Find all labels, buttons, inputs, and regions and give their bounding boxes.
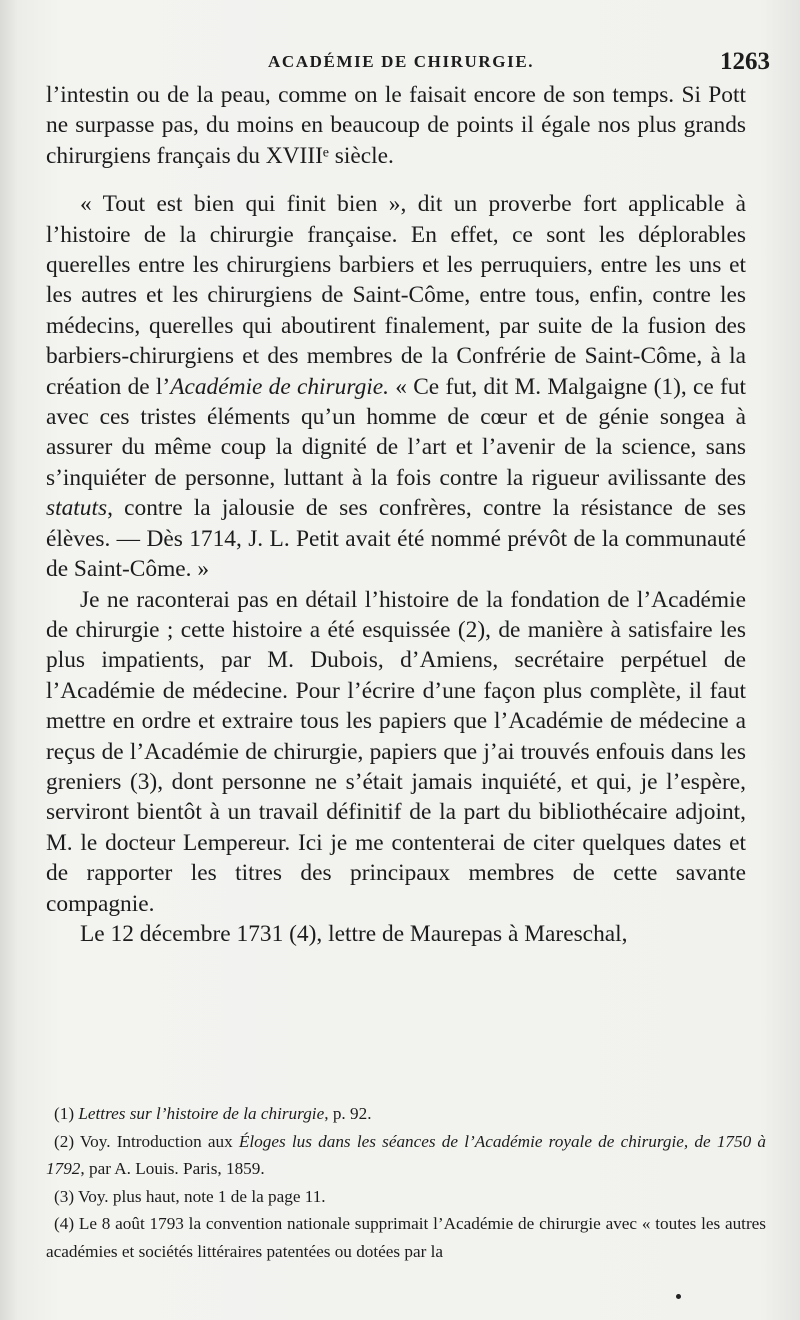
page-header bbox=[40, 48, 770, 78]
paragraph-2 bbox=[46, 189, 746, 584]
footnote-2-intro: (2) Voy. Introduction aux bbox=[54, 1131, 239, 1151]
footnote-2-title: Éloges lus dans les séances de l’Académie royale de chirurgie, de 1750 à 1792 bbox=[46, 1131, 767, 1178]
paragraph-1: l’intestin ou de la peau, comme on le faisait encore de son temps. Si Pott ne surpasse pas, du moins en beaucoup de points il égale nos plus grands chirurgiens français du XVIIIᵉ siècle. bbox=[46, 82, 746, 169]
footnote-1 bbox=[46, 1100, 766, 1128]
body-text bbox=[46, 80, 746, 949]
paragraph-2-quote: « Ce fut, dit M. Malgaigne (1), ce fut avec ces tristes éléments qu’un homme de cœur et de génie songea à assurer du même coup la dignité de l’art et l’avenir de la science, sans s’inquiéter de personne, luttant à la fois contre la rigueur avilissante des bbox=[46, 373, 746, 491]
footnote-4: (4) Le 8 août 1793 la convention nationale supprimait l’Académie de chirurgie avec « toutes les autres académies et sociétés littéraires patentées ou dotées par la bbox=[46, 1214, 766, 1261]
footnote-1-number: (1) bbox=[54, 1104, 79, 1123]
paragraph-2-text: « Tout est bien qui finit bien », dit un proverbe fort applicable à l’histoire de la chirurgie française. En effet, ce sont les déplorables querelles entre les chirurgiens barbiers et les perruquiers, entre les uns et les autres et les chirurgiens de Saint-Côme, entre tous, enfin, contre les médecins, querelles qui aboutirent finalement, par suite de la fusion des barbiers-chirurgiens et des membres de la Confrérie de Saint-Côme, à la création de l’ bbox=[46, 191, 746, 400]
footnote-2-rest: , par A. Louis. Paris, 1859. bbox=[80, 1159, 265, 1178]
footnote-1-title: Lettres sur l’histoire de la chirurgie bbox=[78, 1104, 325, 1123]
footnote-2 bbox=[46, 1128, 766, 1183]
paragraph-4: Le 12 décembre 1731 (4), lettre de Maurepas à Mareschal, bbox=[80, 920, 628, 947]
paragraph-2-end: , contre la jalousie de ses confrères, contre la résistance de ses élèves. — Dès 1714, J. L. Petit avait été nommé prévôt de la communauté de Saint-Côme. » bbox=[46, 495, 746, 583]
paragraph-3: Je ne raconterai pas en détail l’histoire de la fondation de l’Académie de chirurgie ; cette histoire a été esquissée (2), de manière à satisfaire les plus impatients, par M. Dubois, d’Amiens, secrétaire perpétuel de l’Académie de médecine. Pour l’écrire d’une façon plus complète, il faut mettre en ordre et extraire tous les papiers que l’Académie de médecine a reçus de l’Académie de chirurgie, papiers que j’ai trouvés enfouis dans les greniers (3), dont personne ne s’était jamais inquiété, et qui, je l’espère, serviront bientôt à un travail définitif de la part du bibliothécaire adjoint, M. le docteur Lempereur. Ici je me contenterai de citer quelques dates et de rapporter les titres des principaux membres de cette savante compagnie. bbox=[46, 586, 746, 917]
academie-title: Académie de chirurgie. bbox=[170, 373, 390, 400]
running-head: ACADÉMIE DE CHIRURGIE. bbox=[268, 52, 535, 71]
footnotes bbox=[46, 1100, 766, 1265]
footnote-3: (3) Voy. plus haut, note 1 de la page 11. bbox=[54, 1186, 326, 1206]
footnote-1-page: , p. 92. bbox=[324, 1104, 372, 1123]
statuts-word: statuts bbox=[46, 495, 108, 522]
ink-speck bbox=[676, 1294, 681, 1299]
page-number: 1263 bbox=[720, 48, 770, 75]
